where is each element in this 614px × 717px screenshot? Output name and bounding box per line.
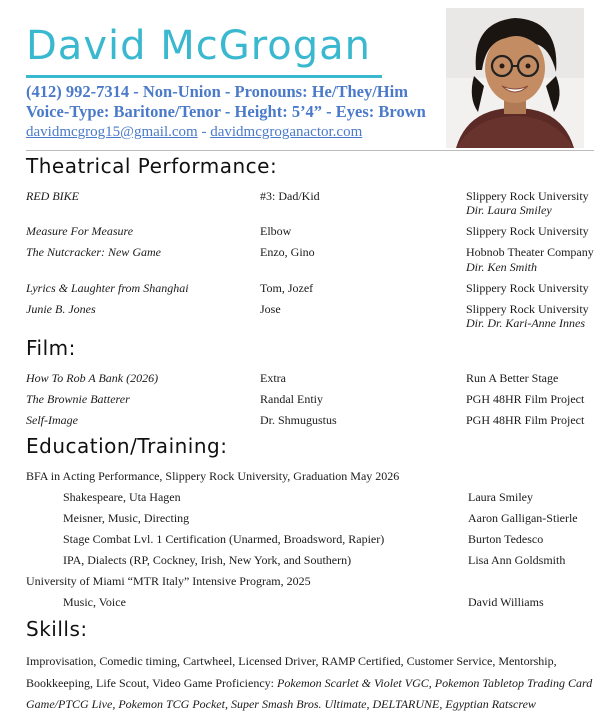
contact-links xyxy=(26,124,362,141)
theatre-director: Dir. Ken Smith xyxy=(466,260,538,274)
film-role: Randal Entiy xyxy=(260,392,323,406)
program: University of Miami “MTR Italy” Intensive Program, 2025 xyxy=(26,574,311,588)
film-company: PGH 48HR Film Project xyxy=(466,392,585,406)
theatre-role: Tom, Jozef xyxy=(260,281,314,295)
section-heading-skills: Skills: xyxy=(26,617,88,641)
candidate-name: David McGrogan xyxy=(26,23,371,69)
film-role: Dr. Shmugustus xyxy=(260,413,337,427)
name-underline xyxy=(26,75,382,78)
theatre-director: Dir. Dr. Kari-Anne Innes xyxy=(466,316,585,330)
training-teacher: Burton Tedesco xyxy=(468,532,544,546)
video-game-list: Pokemon Scarlet & Violet VGC, Pokemon Tabletop Trading Card Game/PTCG Live, Pokemon TCG Pocket, Super Smash Bros. Ultimate, DELTARUNE, Egyptian Ratscrew xyxy=(26,675,593,711)
theatre-show: RED BIKE xyxy=(26,189,79,203)
theatre-show: Lyrics & Laughter from Shanghai xyxy=(26,281,189,295)
header-divider xyxy=(26,150,594,151)
theatre-venue: Slippery Rock University xyxy=(466,302,589,316)
training-subject: Music, Voice xyxy=(63,595,126,609)
training-teacher: David Williams xyxy=(468,595,544,609)
skills-list xyxy=(26,651,594,716)
film-title: How To Rob A Bank (2026) xyxy=(26,371,159,385)
attributes-line: Voice-Type: Baritone/Tenor - Height: 5’4” - Eyes: Brown xyxy=(26,102,426,121)
section-heading-theatre: Theatrical Performance: xyxy=(26,154,278,178)
film-company: Run A Better Stage xyxy=(466,371,559,385)
theatre-venue: Slippery Rock University xyxy=(466,224,589,238)
training-teacher: Aaron Galligan-Stierle xyxy=(468,511,578,525)
film-company: PGH 48HR Film Project xyxy=(466,413,585,427)
training-subject: Meisner, Music, Directing xyxy=(63,511,190,525)
training-teacher: Laura Smiley xyxy=(468,490,533,504)
theatre-show: The Nutcracker: New Game xyxy=(26,245,161,259)
film-title: The Brownie Batterer xyxy=(26,392,130,406)
theatre-venue: Slippery Rock University xyxy=(466,189,589,203)
training-teacher: Lisa Ann Goldsmith xyxy=(468,553,566,567)
contact-info-line: (412) 992-7314 - Non-Union - Pronouns: He/They/Him xyxy=(26,82,408,101)
training-subject: Stage Combat Lvl. 1 Certification (Unarmed, Broadsword, Rapier) xyxy=(63,532,385,546)
headshot-photo xyxy=(446,8,584,148)
theatre-role: Jose xyxy=(260,302,281,316)
degree: BFA in Acting Performance, Slippery Rock University, Graduation May 2026 xyxy=(26,469,400,483)
section-heading-film: Film: xyxy=(26,336,76,360)
skills-text: Improvisation, Comedic timing, Cartwheel, Licensed Driver, RAMP Certified, Customer Service, Mentorship, Bookkeeping, Life Scout, Video Game Proficiency: xyxy=(26,654,557,690)
theatre-director: Dir. Laura Smiley xyxy=(466,203,552,217)
email-link[interactable]: davidmcgrog15@gmail.com xyxy=(26,124,198,140)
training-subject: Shakespeare, Uta Hagen xyxy=(63,490,181,504)
theatre-show: Measure For Measure xyxy=(26,224,134,238)
theatre-role: Elbow xyxy=(260,224,292,238)
film-role: Extra xyxy=(260,371,286,385)
theatre-venue: Slippery Rock University xyxy=(466,281,589,295)
theatre-venue: Hobnob Theater Company xyxy=(466,245,594,259)
theatre-role: Enzo, Gino xyxy=(260,245,315,259)
theatre-show: Junie B. Jones xyxy=(26,302,96,316)
training-subject: IPA, Dialects (RP, Cockney, Irish, New York, and Southern) xyxy=(63,553,352,567)
film-title: Self-Image xyxy=(26,413,78,427)
link-separator: - xyxy=(197,124,211,140)
website-link[interactable]: davidmcgroganactor.com xyxy=(210,124,363,140)
section-heading-education: Education/Training: xyxy=(26,434,228,458)
theatre-role: #3: Dad/Kid xyxy=(260,189,320,203)
